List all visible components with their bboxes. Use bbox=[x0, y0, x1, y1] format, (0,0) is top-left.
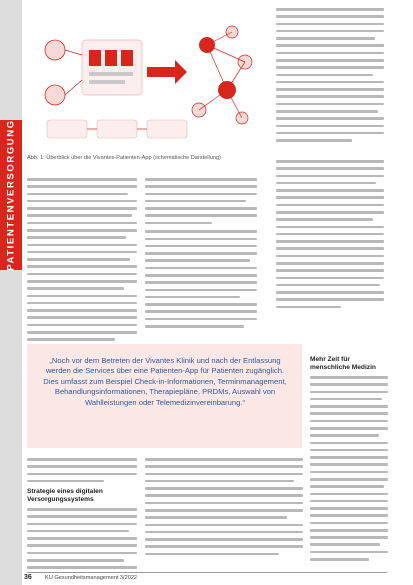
section-label: PATIENTENVERSORGUNG bbox=[5, 119, 17, 271]
body-column-left bbox=[27, 178, 137, 345]
body-column-right-bottom bbox=[310, 376, 388, 565]
body-column-left-bottom bbox=[27, 508, 137, 574]
side-band bbox=[0, 0, 22, 585]
publication-name: KU Gesundheitsmanagement 3/2022 bbox=[45, 575, 138, 581]
body-column-right-mid bbox=[276, 160, 384, 313]
pull-quote: „Noch vor dem Betreten der Vivantes Klinik und nach der Entlassung werden die Services über eine Patienten-App für Patienten zugänglich. Dies umfasst zum Beispiel Check-in-Informationen, Terminmanagement, Behandlungsinformationen, Therapiepläne, PRDMs, Auswahl von Wahlleistungen oder Telemedizinvereinbarung.“ bbox=[43, 356, 287, 407]
body-column-right-top bbox=[276, 8, 384, 146]
footer-rule bbox=[27, 572, 387, 573]
body-column-middle bbox=[145, 178, 257, 332]
body-column-middle-lower bbox=[145, 458, 303, 560]
heading-more-time: Mehr Zeit für menschliche Medizin bbox=[310, 356, 376, 372]
heading-strategy: Strategie eines digitalen Versorgungssystems bbox=[27, 488, 103, 504]
process-diagram bbox=[27, 10, 262, 150]
figure-caption: Abb. 1: Überblick über die Vivantes-Patienten-App (schematische Darstellung) bbox=[27, 155, 221, 161]
body-column-left-lower bbox=[27, 458, 137, 487]
page-number: 36 bbox=[24, 574, 32, 581]
